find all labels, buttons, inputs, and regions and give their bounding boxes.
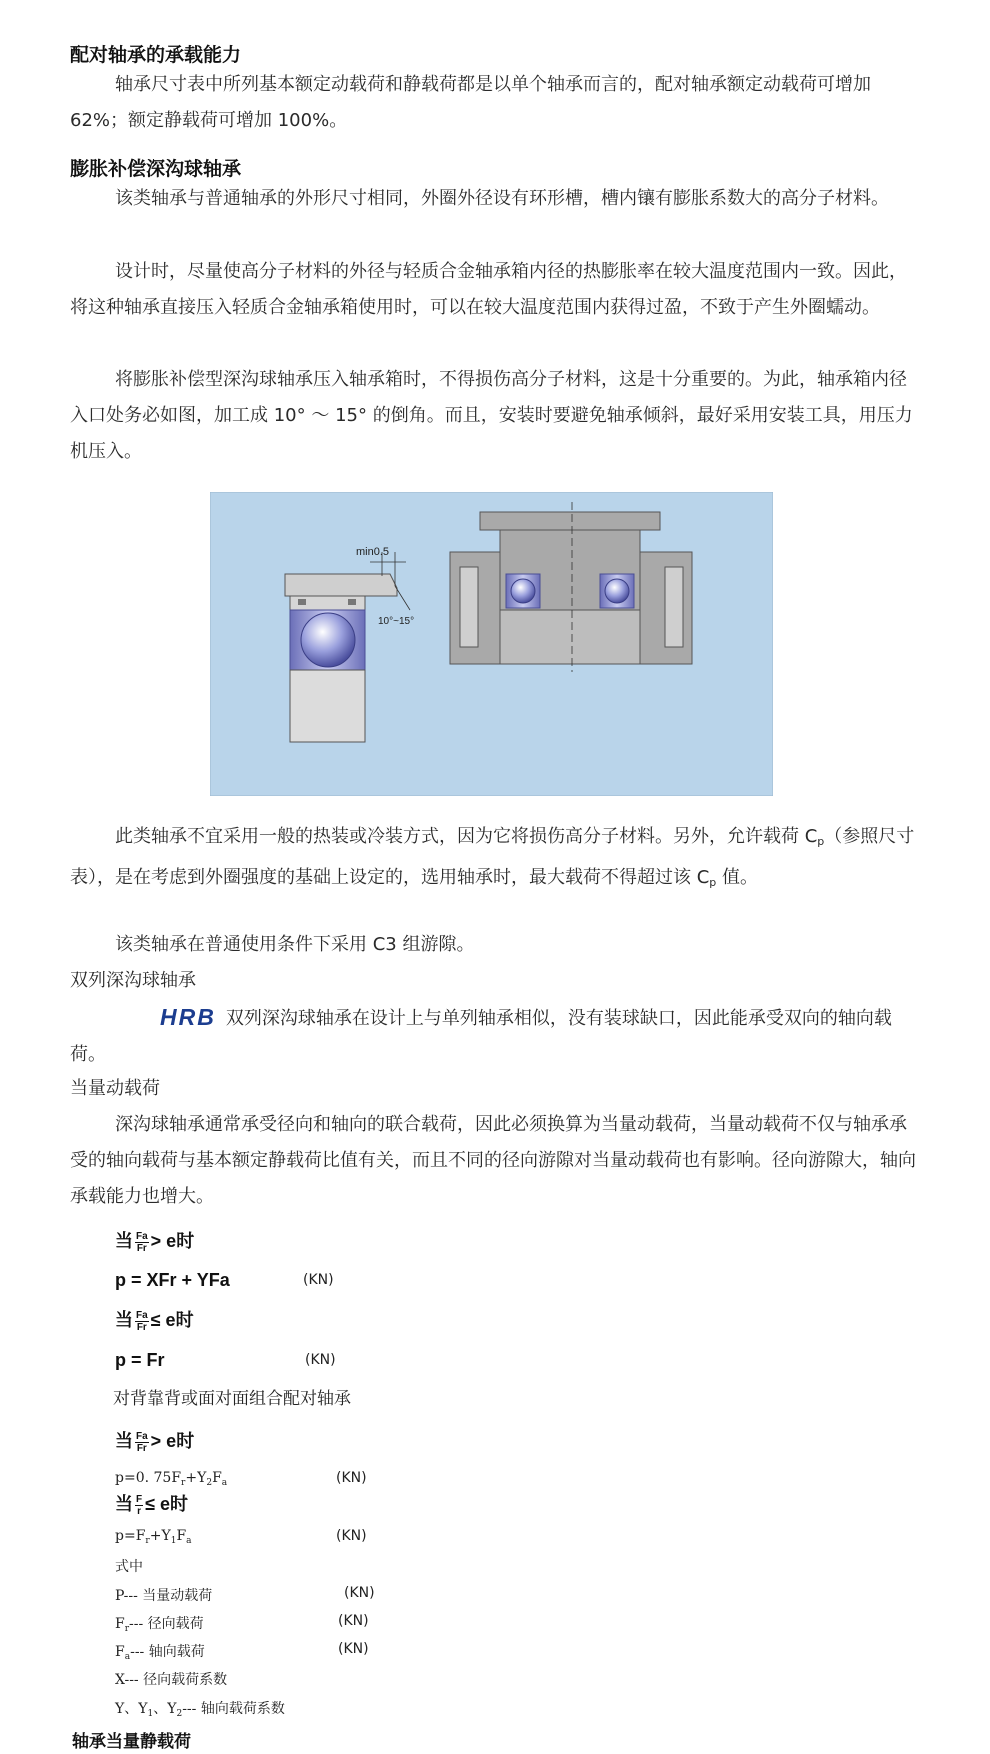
legend-unit-p: (KN)	[344, 1585, 375, 1601]
p4-sub-1: p	[817, 835, 825, 848]
para-expansion-4	[70, 819, 920, 901]
heading-double-row: 双列深沟球轴承	[70, 970, 196, 991]
unit-2: (KN)	[305, 1352, 336, 1368]
para-equivalent: 深沟球轴承通常承受径向和轴向的联合载荷，因此必须换算为当量动载荷，当量动载荷不仅与轴承承受的轴向载荷与基本额定静载荷比值有关，而且不同的径向游隙对当量动载荷也有影响。径向游隙大，轴向承载能力也增大。	[70, 1114, 916, 1207]
min-label: min0.5	[356, 546, 390, 558]
legend-unit-fa: (KN)	[338, 1641, 369, 1657]
equation-4: $p=F_r+Y_1F_a$	[115, 1528, 192, 1546]
unit-4: (KN)	[336, 1528, 367, 1544]
right-assembly	[450, 502, 692, 672]
equation-1: p = XFr + YFa	[115, 1270, 230, 1290]
para-expansion-3: 将膨胀补偿型深沟球轴承压入轴承箱时，不得损伤高分子材料，这是十分重要的。为此，轴承箱内径入口处务必如图，加工成 10° ～ 15° 的倒角。而且，安装时要避免轴承倾斜，最好采用安装工具，用压力机压入。	[70, 369, 913, 462]
legend-p: P--- 当量动载荷	[115, 1588, 213, 1604]
condition-3: 当 $\frac{Fa}{Fr}$ > e时	[115, 1430, 195, 1454]
heading-paired: 配对轴承的承载能力	[70, 44, 242, 66]
heading-expansion: 膨胀补偿深沟球轴承	[70, 158, 242, 180]
p4-text-a: 此类轴承不宜采用一般的热装或冷装方式，因为它将损伤高分子材料。另外，允许载荷 C	[115, 826, 818, 847]
equation-3: p=0. $75F_r+Y_2F_a$	[115, 1470, 228, 1488]
p4-text-b: （参照尺寸表），是在考虑到外圈强度的基础上设定的，选用轴承时，最大载荷不得超过该 C	[70, 826, 915, 888]
double-row-text: 双列深沟球轴承在设计上与单列轴承相似，没有装球缺口，因此能承受双向的轴向载荷。	[70, 1008, 892, 1065]
para-expansion-5: 该类轴承在普通使用条件下采用 C3 组游隙。	[115, 934, 475, 955]
legend-y: Y、$Y_1$、$Y_2---$ 轴向载荷系数	[115, 1701, 285, 1719]
paired-note: 对背靠背或面对面组合配对轴承	[113, 1389, 351, 1409]
legend-fa: $F_a---$ 轴向载荷	[115, 1644, 205, 1662]
angle-label: 10°~15°	[378, 616, 415, 627]
equation-2: p = Fr	[115, 1350, 165, 1370]
para-double-row	[70, 999, 920, 1073]
legend-x: X--- 径向载荷系数	[115, 1672, 228, 1688]
condition-1: 当 $\frac{Fa}{Fr}$ > e时	[115, 1230, 195, 1254]
condition-4: 当 $\frac{F}{r}$ ≤ e时	[115, 1493, 188, 1517]
bearing-installation-figure	[210, 492, 773, 796]
heading-equivalent: 当量动载荷	[70, 1078, 160, 1099]
p4-sub-2: p	[709, 876, 717, 889]
condition-2: 当 $\frac{Fa}{Fr}$ ≤ e时	[115, 1309, 194, 1333]
legend-title: 式中	[115, 1559, 143, 1575]
legend-unit-fr: (KN)	[338, 1613, 369, 1629]
legend-fr: $F_r---$ 径向载荷	[115, 1616, 204, 1634]
heading-static-load: 轴承当量静载荷	[72, 1732, 191, 1752]
unit-1: (KN)	[303, 1272, 334, 1288]
para-paired: 轴承尺寸表中所列基本额定动载荷和静载荷都是以单个轴承而言的，配对轴承额定动载荷可增加 62%；额定静载荷可增加 100%。	[70, 74, 871, 131]
p4-text-c: 值。	[716, 867, 759, 888]
para-expansion-1: 该类轴承与普通轴承的外形尺寸相同，外圈外径设有环形槽，槽内镶有膨胀系数大的高分子材料。	[115, 188, 889, 209]
para-expansion-2: 设计时，尽量使高分子材料的外径与轻质合金轴承箱内径的热膨胀率在较大温度范围内一致。因此，将这种轴承直接压入轻质合金轴承箱使用时，可以在较大温度范围内获得过盈，不致于产生外圈蠕动。	[70, 261, 907, 318]
unit-3: (KN)	[336, 1470, 367, 1486]
hrb-logo: HRB	[160, 1004, 216, 1030]
